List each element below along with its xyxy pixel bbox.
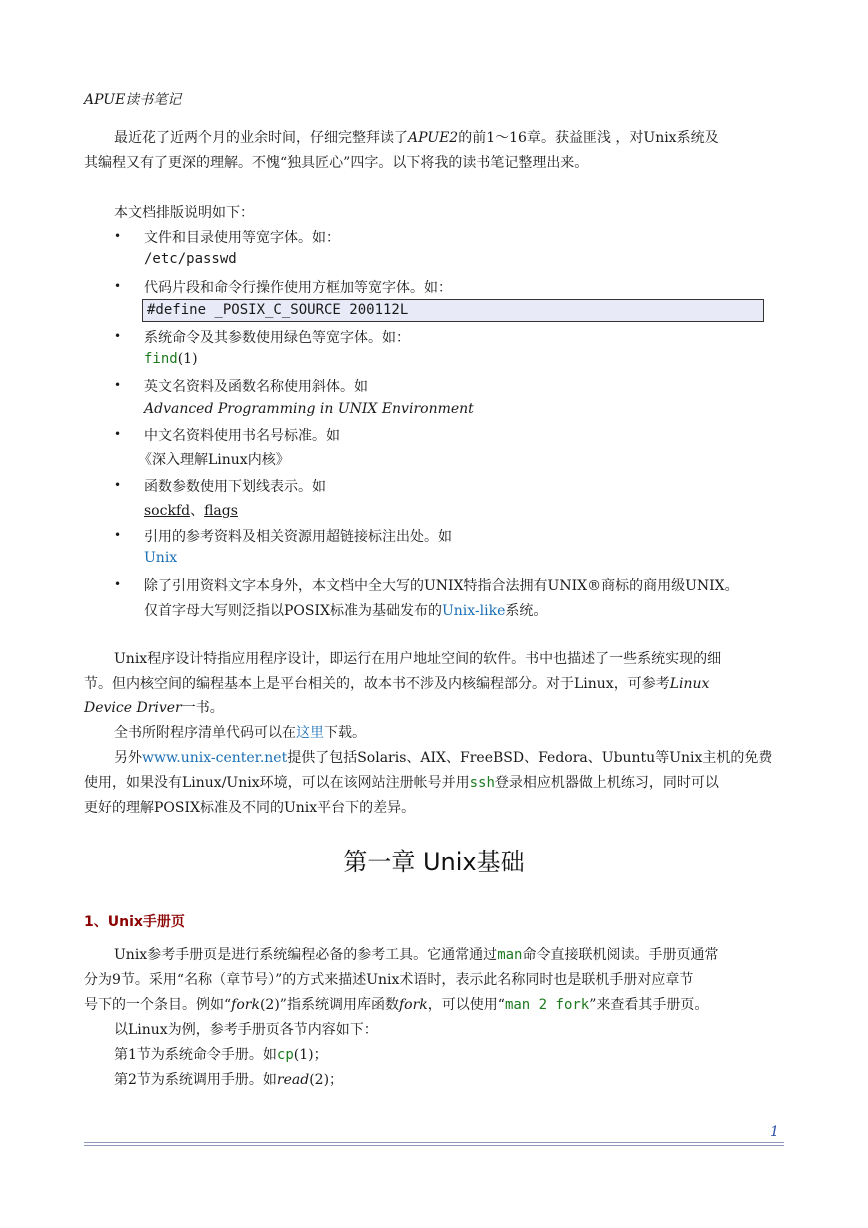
text: (1)；: [293, 1047, 328, 1063]
body-paragraph-line: 更好的理解POSIX标准及不同的Unix平台下的差异。: [84, 800, 416, 816]
footer-rule: [84, 1145, 784, 1146]
param-name: sockfd: [144, 503, 191, 519]
section-line: [84, 994, 784, 1016]
text: ，可以使用“: [427, 997, 505, 1013]
convention-example-params: [144, 500, 238, 520]
book-name: Device Driver: [84, 700, 182, 716]
convention-item-text-line-2: [144, 600, 547, 620]
footer-rule: [84, 1142, 784, 1143]
function-name: fork: [398, 997, 428, 1013]
unix-link[interactable]: Unix: [144, 550, 178, 566]
code-snippet: #define _POSIX_C_SOURCE 200112L: [147, 302, 409, 318]
command-name: cp: [276, 1047, 294, 1063]
bullet-glyph: •: [114, 427, 122, 441]
section-heading: 1、Unix手册页: [84, 914, 185, 930]
separator: 、: [190, 503, 205, 519]
param-name: flags: [204, 503, 238, 519]
body-paragraph-line: [84, 772, 784, 794]
section-line: 以Linux为例，参考手册页各节内容如下：: [114, 1022, 378, 1038]
section-line: 分为9节。采用“名称（章节号）”的方式来描述Unix术语时，表示此名称同时也是联机手册对应章节: [84, 972, 694, 988]
function-name: fork: [231, 997, 260, 1013]
text: 使用，如果没有Linux/Unix环境，可以在该网站注册帐号并用: [84, 775, 470, 791]
text: ”来查看其手册页。: [589, 997, 709, 1013]
section-line: [84, 1069, 814, 1091]
bullet-glyph: •: [114, 528, 122, 542]
convention-example-chinese-book: 《深入理解Linux内核》: [138, 452, 290, 468]
text: 命令直接联机阅读。手册页通常: [522, 947, 719, 963]
chapter-title: 第一章 Unix基础: [343, 848, 525, 876]
intro-text: 的前1～16章。获益匪浅 ，对Unix系统及: [458, 130, 719, 146]
command-section: (1): [177, 351, 198, 367]
unix-like-link[interactable]: Unix-like: [441, 603, 506, 619]
section-line: [84, 944, 814, 966]
text: Unix参考手册页是进行系统编程必备的参考工具。它通常通过: [114, 947, 498, 963]
conventions-heading: 本文档排版说明如下：: [114, 205, 254, 221]
text: 全书所附程序清单代码可以在: [114, 725, 296, 741]
command-name: ssh: [469, 775, 495, 791]
code-box: [142, 299, 764, 322]
convention-item-text: 文件和目录使用等宽字体。如：: [144, 230, 340, 246]
book-name: Linux: [669, 676, 710, 692]
convention-item-text: 代码片段和命令行操作使用方框加等宽字体。如：: [144, 280, 452, 296]
document-title: APUE读书笔记: [84, 92, 182, 108]
intro-line-1: [84, 127, 814, 149]
convention-item-text: 引用的参考资料及相关资源用超链接标注出处。如: [144, 529, 452, 545]
convention-item-text: 系统命令及其参数使用绿色等宽字体。如：: [144, 330, 410, 346]
convention-example-path: /etc/passwd: [144, 251, 237, 267]
convention-item-text: 中文名资料使用书名号标准。如: [144, 428, 340, 444]
command-name: find: [144, 351, 178, 367]
download-link[interactable]: 这里: [296, 725, 324, 741]
book-name: APUE2: [408, 130, 459, 146]
convention-example-book: Advanced Programming in UNIX Environment: [144, 401, 474, 417]
bullet-glyph: •: [114, 279, 122, 293]
command-name: man: [497, 947, 523, 963]
intro-text: 最近花了近两个月的业余时间，仔细完整拜读了: [114, 130, 408, 146]
section-line: [84, 1044, 814, 1066]
bullet-glyph: •: [114, 229, 122, 243]
command-name: man 2 fork: [504, 997, 590, 1013]
text: 第1节为系统命令手册。如: [114, 1047, 277, 1063]
convention-item-text: 英文名资料及函数名称使用斜体。如: [144, 379, 368, 395]
body-paragraph-line: [84, 697, 784, 719]
convention-example-command: [144, 351, 198, 367]
convention-item-text: 除了引用资料文字本身外，本文档中全大写的UNIX特指合法拥有UNIX®商标的商用级UNIX。: [144, 578, 739, 594]
body-paragraph-line: Unix程序设计特指应用程序设计，即运行在用户地址空间的软件。书中也描述了一些系统实现的细: [114, 651, 722, 667]
bullet-glyph: •: [114, 478, 122, 492]
text: 第2节为系统调用手册。如: [114, 1072, 277, 1088]
body-paragraph-line: [84, 722, 814, 744]
function-name: read: [276, 1072, 310, 1088]
text: (2)”指系统调用库函数: [259, 997, 399, 1013]
text: 登录相应机器做上机练习，同时可以: [494, 775, 719, 791]
text: 号下的一个条目。例如“: [84, 997, 232, 1013]
page-number: 1: [770, 1124, 779, 1140]
text: 节。但内核空间的编程基本上是平台相关的，故本书不涉及内核编程部分。对于Linux，可参考: [84, 676, 670, 692]
text: (2)；: [309, 1072, 344, 1088]
text: 仅首字母大写则泛指以POSIX标准为基础发布的: [144, 603, 442, 619]
intro-line-2: 其编程又有了更深的理解。不愧“独具匠心”四字。以下将我的读书笔记整理出来。: [84, 155, 589, 171]
bullet-glyph: •: [114, 329, 122, 343]
body-paragraph-line: [84, 673, 784, 695]
convention-item-text: 函数参数使用下划线表示。如: [144, 479, 326, 495]
unix-center-link[interactable]: www.unix-center.net: [142, 750, 288, 766]
text: 一书。: [181, 700, 224, 716]
text: 另外: [114, 750, 142, 766]
text: 提供了包括Solaris、AIX、FreeBSD、Fedora、Ubuntu等Unix主机的免费: [287, 750, 773, 766]
text: 下载。: [324, 725, 366, 741]
bullet-glyph: •: [114, 378, 122, 392]
body-paragraph-line: [84, 747, 814, 769]
text: 系统。: [505, 603, 548, 619]
bullet-glyph: •: [114, 577, 122, 591]
